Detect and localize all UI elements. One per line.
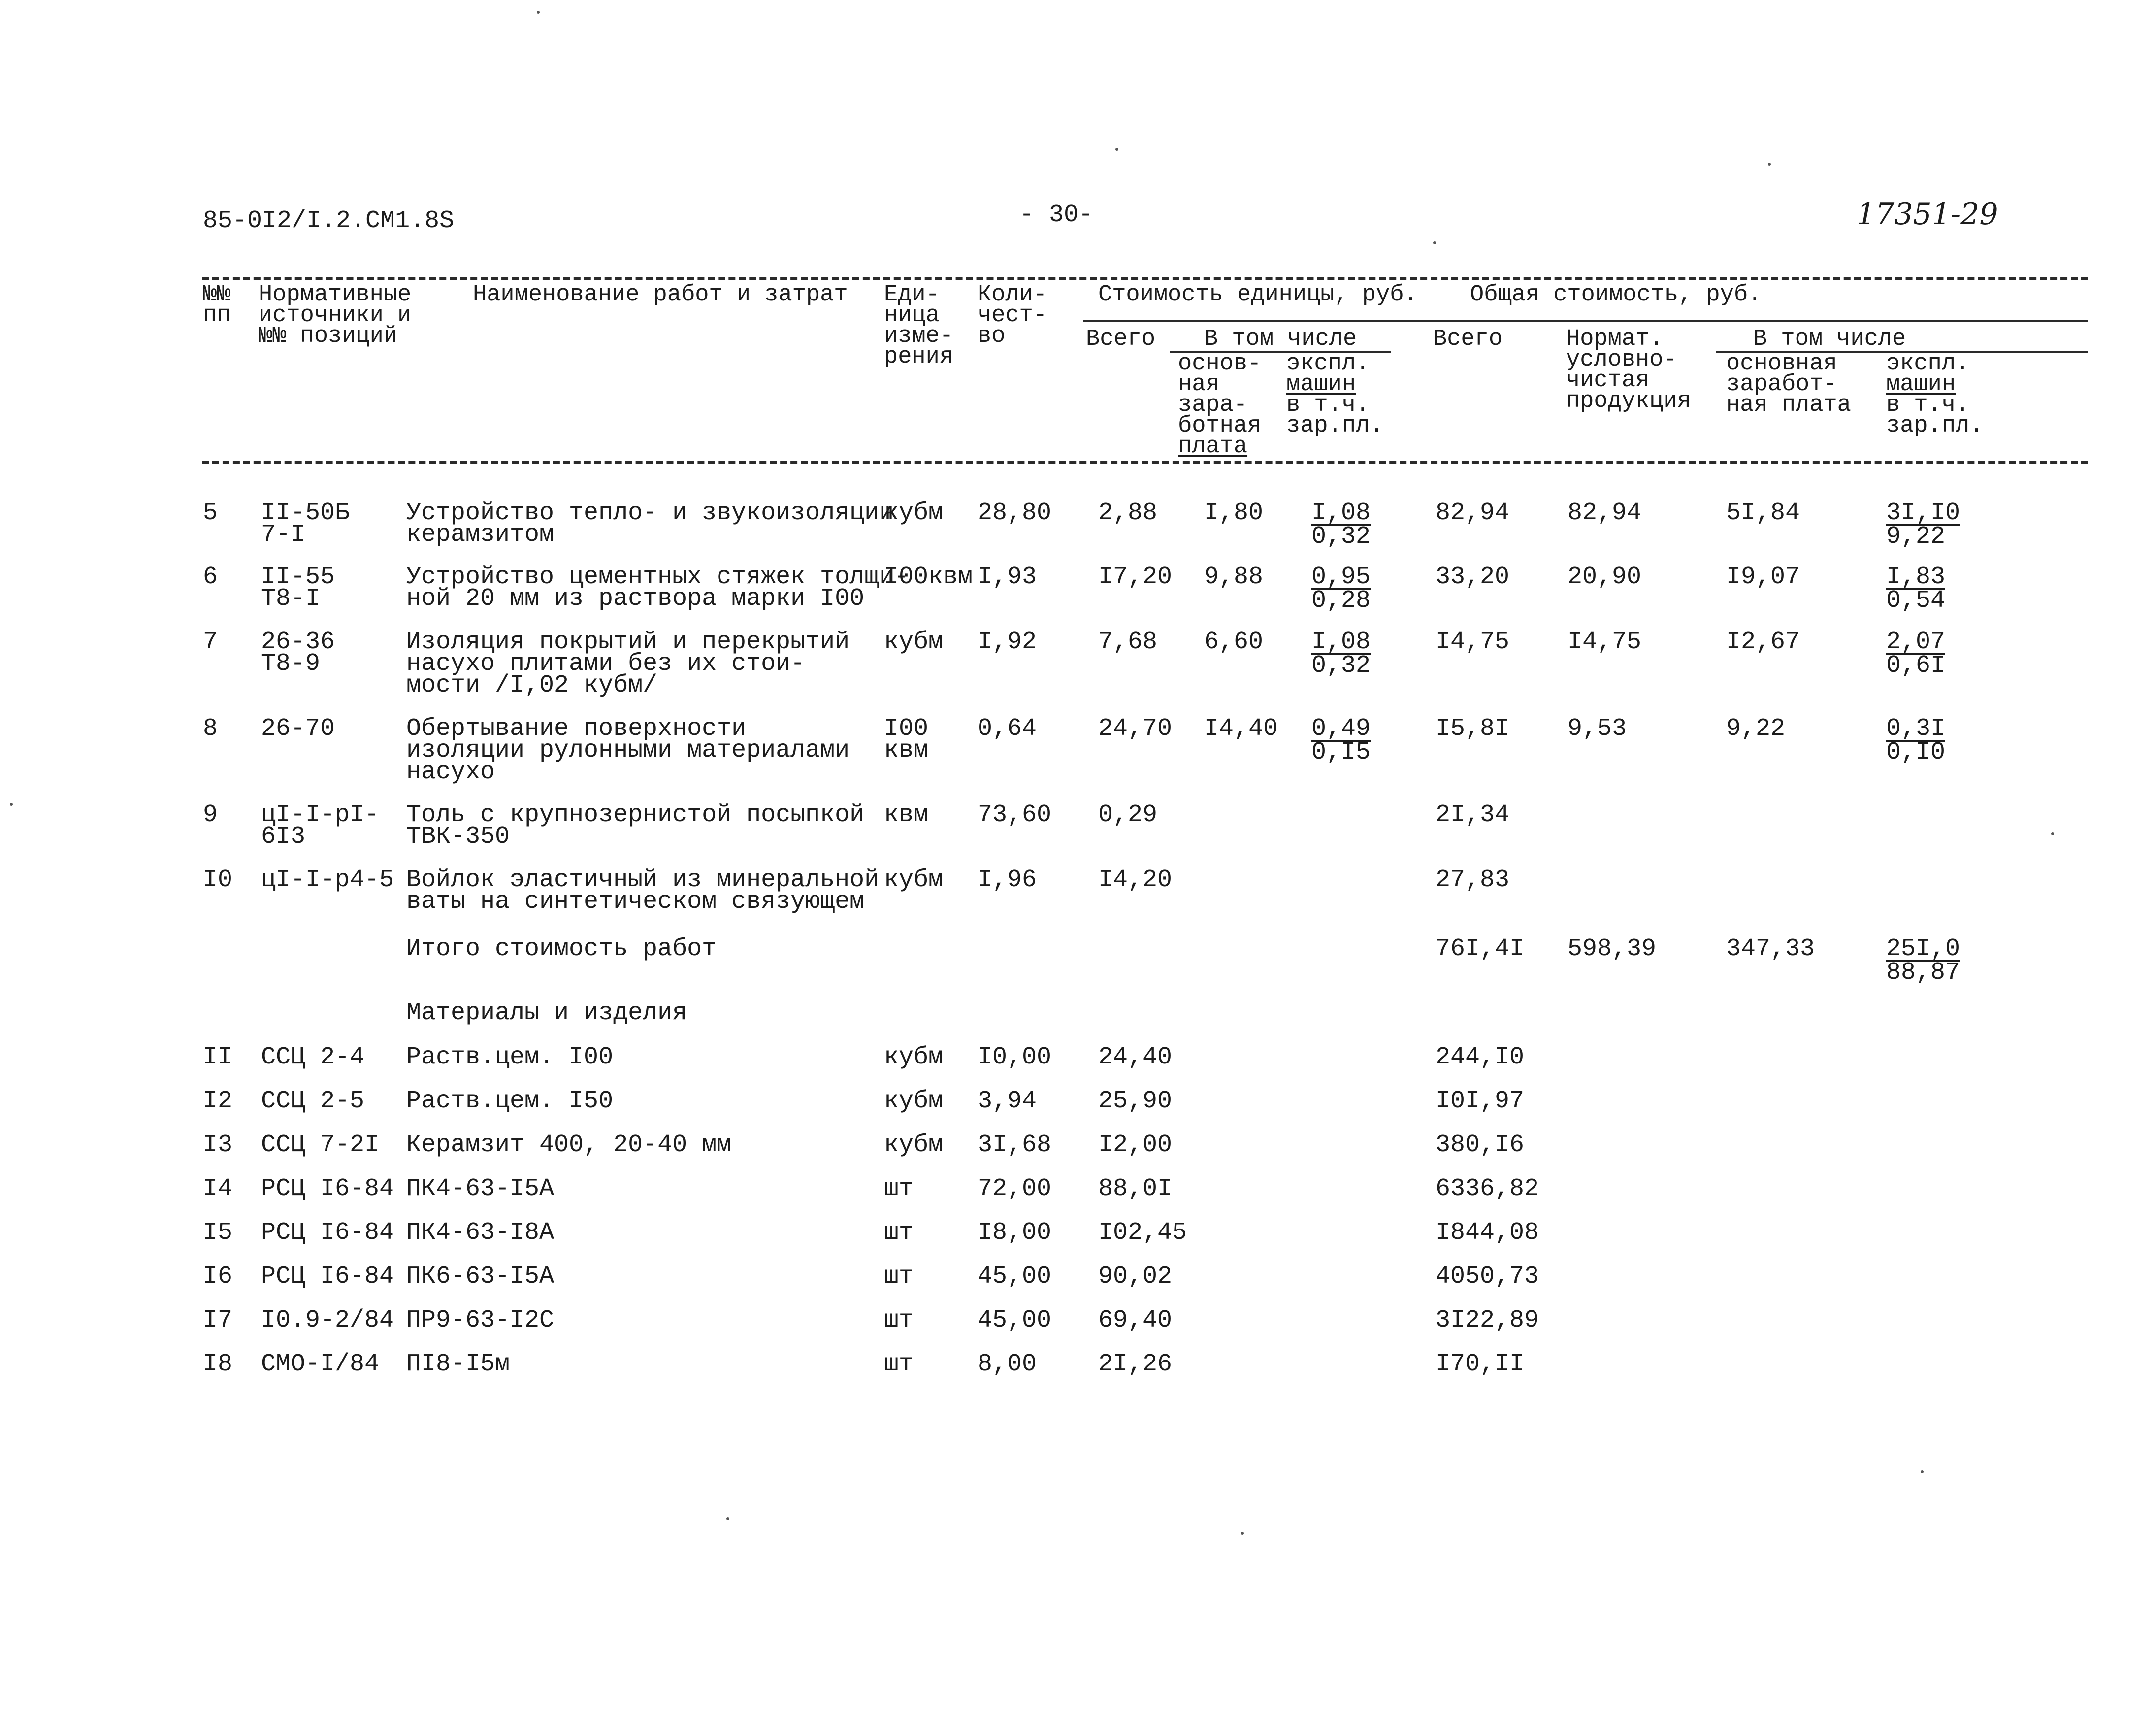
- row-unit: [884, 801, 929, 829]
- material-unit: кубм: [884, 1087, 944, 1115]
- row-source-line: T8-9: [261, 650, 321, 678]
- top-dashed-rule: [202, 277, 2088, 280]
- row-name-line: мости /I,02 кубм/: [406, 671, 658, 699]
- row-unit-line: кубм: [884, 628, 944, 656]
- row-unit: [884, 715, 929, 764]
- row-total: 27,83: [1436, 866, 1510, 894]
- row-total: I4,75: [1436, 628, 1510, 656]
- row-unit-ekspl-top: 0,95: [1311, 563, 1371, 591]
- col-qty-header: Коли- чест- во: [978, 282, 1047, 349]
- row-total-norm: 9,53: [1568, 715, 1627, 743]
- material-source: I0.9-2/84: [261, 1306, 394, 1334]
- row-name-line: Устройство цементных стяжек толщи-: [406, 563, 909, 591]
- row-unit-total: 2,88: [1098, 499, 1158, 527]
- row-total-osn: 5I,84: [1726, 499, 1800, 527]
- row-total: I5,8I: [1436, 715, 1510, 743]
- material-source: РСЦ I6-84: [261, 1175, 394, 1203]
- material-name: Керамзит 400, 20-40 мм: [406, 1131, 732, 1159]
- row-qty: 0,64: [978, 715, 1037, 743]
- col-unit-cost-header: Стоимость единицы, руб.: [1098, 282, 1418, 308]
- row-unit-ekspl-bottom: 0,32: [1311, 652, 1371, 680]
- row-unit-ekspl-top: I,08: [1311, 628, 1371, 656]
- material-unit-total: 88,0I: [1098, 1175, 1173, 1203]
- row-name-line: Толь с крупнозернистой посыпкой: [406, 801, 865, 829]
- row-unit-line: квм: [884, 736, 929, 764]
- scan-speck: [2051, 832, 2054, 835]
- row-unit-osn: 6,60: [1204, 628, 1264, 656]
- scan-speck: [1768, 163, 1771, 166]
- subtotal-total: 76I,4I: [1436, 935, 1525, 963]
- row-name-line: насухо: [406, 758, 495, 786]
- row-name: [406, 563, 909, 613]
- row-number: I0: [203, 866, 233, 894]
- row-unit-osn: 9,88: [1204, 563, 1264, 591]
- header-bottom-dashed-rule: [202, 461, 2088, 464]
- material-total: 244,I0: [1436, 1043, 1525, 1071]
- row-qty: I,96: [978, 866, 1037, 894]
- material-source: РСЦ I6-84: [261, 1219, 394, 1247]
- unit-cost-vtch: В том числе: [1204, 326, 1357, 352]
- row-unit-total: I7,20: [1098, 563, 1173, 591]
- material-number: II: [203, 1043, 233, 1071]
- material-number: I5: [203, 1219, 233, 1247]
- material-qty: 45,00: [978, 1263, 1052, 1291]
- row-name-line: Войлок эластичный из минеральной: [406, 866, 880, 894]
- row-total-ekspl: [1886, 563, 1946, 615]
- row-number: 5: [203, 499, 218, 527]
- row-name-line: Устройство тепло- и звукоизоляции: [406, 499, 894, 527]
- row-unit-total: 7,68: [1098, 628, 1158, 656]
- row-total-ekspl-top: 0,3I: [1886, 715, 1946, 743]
- material-qty: 8,00: [978, 1350, 1037, 1378]
- material-number: I2: [203, 1087, 233, 1115]
- total-cost-vsego: Всего: [1433, 326, 1503, 352]
- row-total-ekspl-top: 3I,I0: [1886, 499, 1960, 527]
- row-source-line: 26-36: [261, 628, 335, 656]
- material-number: I4: [203, 1175, 233, 1203]
- row-total-osn: I2,67: [1726, 628, 1800, 656]
- row-source: [261, 715, 335, 743]
- subtotal-osn: 347,33: [1726, 935, 1815, 963]
- row-unit-ekspl-bottom: 0,I5: [1311, 738, 1371, 766]
- material-name: ПI8-I5м: [406, 1350, 510, 1378]
- total-cost-vtch: В том числе: [1753, 326, 1906, 352]
- material-number: I6: [203, 1263, 233, 1291]
- row-name: [406, 801, 865, 851]
- row-total-ekspl-top: I,83: [1886, 563, 1946, 591]
- material-name: ПК6-63-I5А: [406, 1263, 555, 1291]
- material-unit-total: I2,00: [1098, 1131, 1173, 1159]
- total-cost-osn-header: основная заработ- ная плата: [1726, 351, 1851, 418]
- row-unit-ekspl-bottom: 0,28: [1311, 587, 1371, 615]
- row-qty: 73,60: [978, 801, 1052, 829]
- row-unit-total: I4,20: [1098, 866, 1173, 894]
- row-total-ekspl-bottom: 0,6I: [1886, 652, 1946, 680]
- material-unit-total: I02,45: [1098, 1219, 1187, 1247]
- scan-speck: [1115, 148, 1118, 151]
- material-source: РСЦ I6-84: [261, 1263, 394, 1291]
- material-source: ССЦ 7-2I: [261, 1131, 380, 1159]
- row-unit-osn: I4,40: [1204, 715, 1278, 743]
- material-source: ССЦ 2-4: [261, 1043, 365, 1071]
- material-total: 4050,73: [1436, 1263, 1539, 1291]
- row-number: 6: [203, 563, 218, 591]
- row-unit-line: квм: [884, 801, 929, 829]
- material-unit: шт: [884, 1175, 914, 1203]
- material-qty: 72,00: [978, 1175, 1052, 1203]
- row-name-line: Изоляция покрытий и перекрытий: [406, 628, 850, 656]
- row-number: 9: [203, 801, 218, 829]
- row-source-line: цI-I-рI-: [261, 801, 380, 829]
- material-unit: шт: [884, 1219, 914, 1247]
- row-total-norm: 20,90: [1568, 563, 1642, 591]
- row-unit-line: кубм: [884, 499, 944, 527]
- row-unit-ekspl: [1311, 715, 1371, 766]
- material-source: СМО-I/84: [261, 1350, 380, 1378]
- row-source: [261, 801, 380, 851]
- material-unit: шт: [884, 1306, 914, 1334]
- row-unit-ekspl: [1311, 563, 1371, 615]
- row-total: 33,20: [1436, 563, 1510, 591]
- row-qty: I,93: [978, 563, 1037, 591]
- scan-speck: [1241, 1532, 1244, 1535]
- material-source: ССЦ 2-5: [261, 1087, 365, 1115]
- row-total: 82,94: [1436, 499, 1510, 527]
- material-name: Раств.цем. I50: [406, 1087, 614, 1115]
- material-number: I3: [203, 1131, 233, 1159]
- material-unit-total: 2I,26: [1098, 1350, 1173, 1378]
- row-name: [406, 866, 880, 916]
- material-unit-total: 24,40: [1098, 1043, 1173, 1071]
- row-source-line: 7-I: [261, 521, 306, 549]
- row-unit-line: кубм: [884, 866, 944, 894]
- row-name-line: изоляции рулонными материалами: [406, 736, 850, 764]
- row-unit-total: 24,70: [1098, 715, 1173, 743]
- subtotal-ekspl-bottom: 88,87: [1886, 959, 1960, 987]
- material-qty: 3I,68: [978, 1131, 1052, 1159]
- row-unit-ekspl-top: 0,49: [1311, 715, 1371, 743]
- row-unit-total: 0,29: [1098, 801, 1158, 829]
- row-unit: [884, 866, 944, 894]
- row-source: [261, 499, 350, 549]
- col-name-header: Наименование работ и затрат: [473, 282, 848, 308]
- row-source-line: 6I3: [261, 823, 306, 851]
- row-name: [406, 715, 850, 786]
- row-total-norm: 82,94: [1568, 499, 1642, 527]
- row-name-line: ной 20 мм из раствора марки I00: [406, 585, 865, 613]
- row-qty: I,92: [978, 628, 1037, 656]
- row-total-ekspl-top: 2,07: [1886, 628, 1946, 656]
- row-total: 2I,34: [1436, 801, 1510, 829]
- material-total: I70,II: [1436, 1350, 1525, 1378]
- row-unit-osn: I,80: [1204, 499, 1264, 527]
- row-unit-ekspl: [1311, 628, 1371, 680]
- row-total-ekspl: [1886, 499, 1960, 551]
- material-total: 380,I6: [1436, 1131, 1525, 1159]
- row-unit-ekspl: [1311, 499, 1371, 551]
- row-name: [406, 499, 894, 549]
- col-unit-header: Еди- ница изме- рения: [884, 282, 954, 370]
- row-unit-line: I00квм: [884, 563, 973, 591]
- row-name-line: Обертывание поверхности: [406, 715, 747, 743]
- row-unit: [884, 563, 973, 591]
- material-qty: 45,00: [978, 1306, 1052, 1334]
- total-cost-norm-header: Нормат. условно- чистая продукция: [1566, 326, 1691, 414]
- scan-speck: [537, 11, 540, 14]
- row-source-line: 26-70: [261, 715, 335, 743]
- row-unit-line: I00: [884, 715, 929, 743]
- material-unit: шт: [884, 1350, 914, 1378]
- row-source-line: цI-I-р4-5: [261, 866, 394, 894]
- material-total: I844,08: [1436, 1219, 1539, 1247]
- row-name-line: ваты на синтетическом связующем: [406, 888, 865, 916]
- scan-speck: [10, 803, 13, 806]
- material-qty: 3,94: [978, 1087, 1037, 1115]
- scan-speck: [1921, 1470, 1924, 1473]
- unit-cost-osn-header: основ- ная зара- ботная плата: [1178, 351, 1262, 460]
- row-unit: [884, 499, 944, 527]
- material-name: ПК4-63-I8А: [406, 1219, 555, 1247]
- material-number: I7: [203, 1306, 233, 1334]
- subtotal-ekspl-top: 25I,0: [1886, 935, 1960, 963]
- row-total-osn: I9,07: [1726, 563, 1800, 591]
- material-name: ПК4-63-I5А: [406, 1175, 555, 1203]
- row-number: 8: [203, 715, 218, 743]
- row-name-line: керамзитом: [406, 521, 555, 549]
- unit-cost-vsego: Всего: [1086, 326, 1156, 352]
- row-total-ekspl: [1886, 715, 1946, 766]
- col-total-cost-header: Общая стоимость, руб.: [1470, 282, 1762, 308]
- row-qty: 28,80: [978, 499, 1052, 527]
- row-number: 7: [203, 628, 218, 656]
- section-title: Материалы и изделия: [406, 999, 687, 1027]
- material-unit: кубм: [884, 1043, 944, 1071]
- material-name: Раств.цем. I00: [406, 1043, 614, 1071]
- material-qty: I0,00: [978, 1043, 1052, 1071]
- material-total: 3I22,89: [1436, 1306, 1539, 1334]
- row-total-ekspl: [1886, 628, 1946, 680]
- unit-cost-ekspl-header: экспл. машин в т.ч. зар.пл.: [1286, 351, 1384, 439]
- subtotal-ekspl-fraction: [1886, 935, 1960, 987]
- material-total: 6336,82: [1436, 1175, 1539, 1203]
- document-code: 85-0I2/I.2.CM1.8S: [203, 207, 455, 235]
- row-unit-ekspl-bottom: 0,32: [1311, 523, 1371, 551]
- material-qty: I8,00: [978, 1219, 1052, 1247]
- row-source: [261, 628, 335, 678]
- row-total-ekspl-bottom: 0,I0: [1886, 738, 1946, 766]
- row-total-ekspl-bottom: 9,22: [1886, 523, 1946, 551]
- row-unit: [884, 628, 944, 656]
- row-unit-ekspl-top: I,08: [1311, 499, 1371, 527]
- row-total-ekspl-bottom: 0,54: [1886, 587, 1946, 615]
- page-number: - 30-: [1019, 201, 1094, 229]
- material-unit: шт: [884, 1263, 914, 1291]
- total-cost-ekspl-header: экспл. машин в т.ч. зар.пл.: [1886, 351, 1984, 439]
- row-source-line: II-50Б: [261, 499, 350, 527]
- row-name-line: ТВК-350: [406, 823, 510, 851]
- material-unit-total: 69,40: [1098, 1306, 1173, 1334]
- row-name: [406, 628, 850, 699]
- material-unit: кубм: [884, 1131, 944, 1159]
- scan-speck: [726, 1517, 729, 1520]
- subtotal-label: Итого стоимость работ: [406, 935, 717, 963]
- row-source-line: II-55: [261, 563, 335, 591]
- material-number: I8: [203, 1350, 233, 1378]
- row-source: [261, 563, 335, 613]
- row-name-line: насухо плитами без их стои-: [406, 650, 806, 678]
- subtotal-norm: 598,39: [1568, 935, 1657, 963]
- handwritten-stamp: 17351-29: [1857, 197, 1998, 232]
- col-source-header: Нормативные источники и №№ позиций: [259, 282, 412, 349]
- row-total-norm: I4,75: [1568, 628, 1642, 656]
- material-name: ПР9-63-I2С: [406, 1306, 555, 1334]
- material-unit-total: 90,02: [1098, 1263, 1173, 1291]
- row-total-osn: 9,22: [1726, 715, 1786, 743]
- row-source: [261, 866, 394, 894]
- row-source-line: T8-I: [261, 585, 321, 613]
- material-total: I0I,97: [1436, 1087, 1525, 1115]
- cost-group-rule: [1083, 320, 2088, 322]
- scan-speck: [1433, 241, 1436, 244]
- col-num-header: №№ пп: [203, 282, 231, 329]
- material-unit-total: 25,90: [1098, 1087, 1173, 1115]
